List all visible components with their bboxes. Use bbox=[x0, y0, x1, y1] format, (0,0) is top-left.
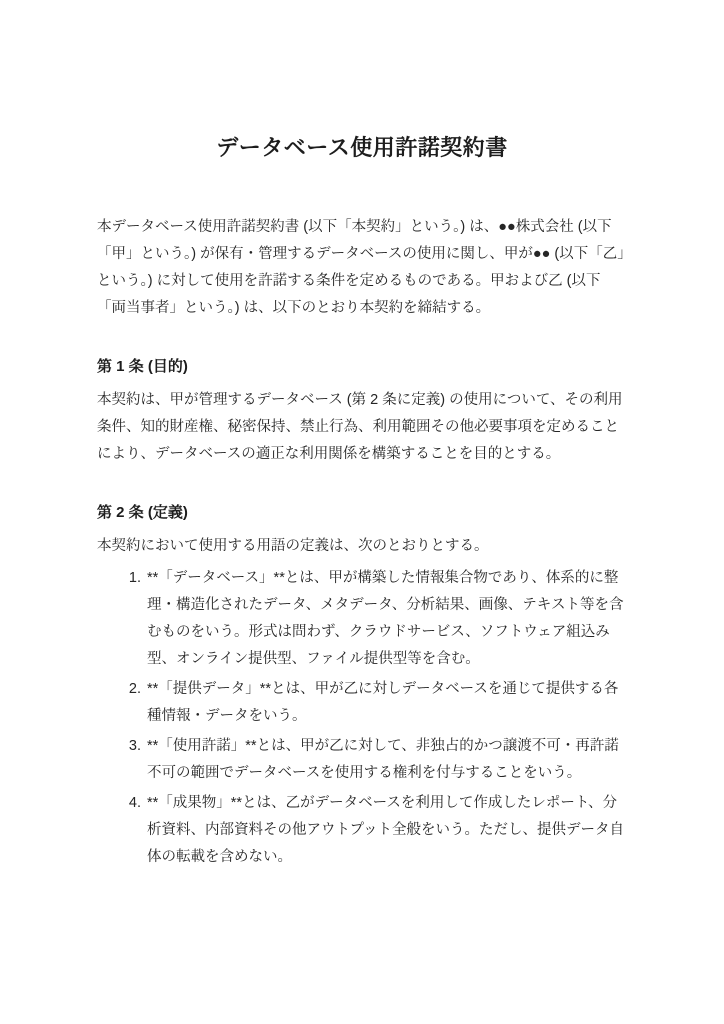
article-1-heading: 第 1 条 (目的) bbox=[97, 358, 188, 375]
article-1-body: 本契約は、甲が管理するデータベース (第 2 条に定義) の使用について、その利用条件、知的財産権、秘密保持、禁止行為、利用範囲その他必要事項を定めることにより、データベースの適正な利用関係を構築することを目的とする。 bbox=[97, 392, 623, 462]
article-2-body: 本契約において使用する用語の定義は、次のとおりとする。 bbox=[97, 538, 489, 554]
intro-paragraph: 本データベース使用許諾契約書 (以下「本契約」という。) は、●●株式会社 (以下「甲」という。) が保有・管理するデータベースの使用に関し、甲が●● (以下「乙」という。) に対して使用を許諾する条件を定めるものである。甲および乙 (以下「両当事者」という。) は、以下のとおり本契約を締結する。 bbox=[97, 219, 625, 316]
definition-item-database: 1. **「データベース」**とは、甲が構築した情報集合物であり、体系的に整理・構造化されたデータ、メタデータ、分析結果、画像、テキスト等を含むものをいう。形式は問わず、クラウドサービス、ソフトウェア組込み型、オンライン提供型、ファイル提供型等を含む。 bbox=[145, 565, 627, 673]
definition-item-deliverables: 4. **「成果物」**とは、乙がデータベースを利用して作成したレポート、分析資料、内部資料その他アウトプット全般をいう。ただし、提供データ自体の転載を含めない。 bbox=[145, 790, 627, 871]
definition-item-provided-data: 2. **「提供データ」**とは、甲が乙に対しデータベースを通じて提供する各種情報・データをいう。 bbox=[145, 676, 627, 730]
document-title: データベース使用許諾契約書 bbox=[216, 135, 508, 160]
article-2-heading: 第 2 条 (定義) bbox=[97, 504, 188, 521]
article-2-definitions bbox=[97, 499, 627, 871]
definitions-list bbox=[97, 565, 627, 871]
article-1-purpose bbox=[97, 353, 627, 468]
definition-item-license: 3. **「使用許諾」**とは、甲が乙に対して、非独占的かつ譲渡不可・再許諾不可の範囲でデータベースを使用する権利を付与することをいう。 bbox=[145, 733, 627, 787]
